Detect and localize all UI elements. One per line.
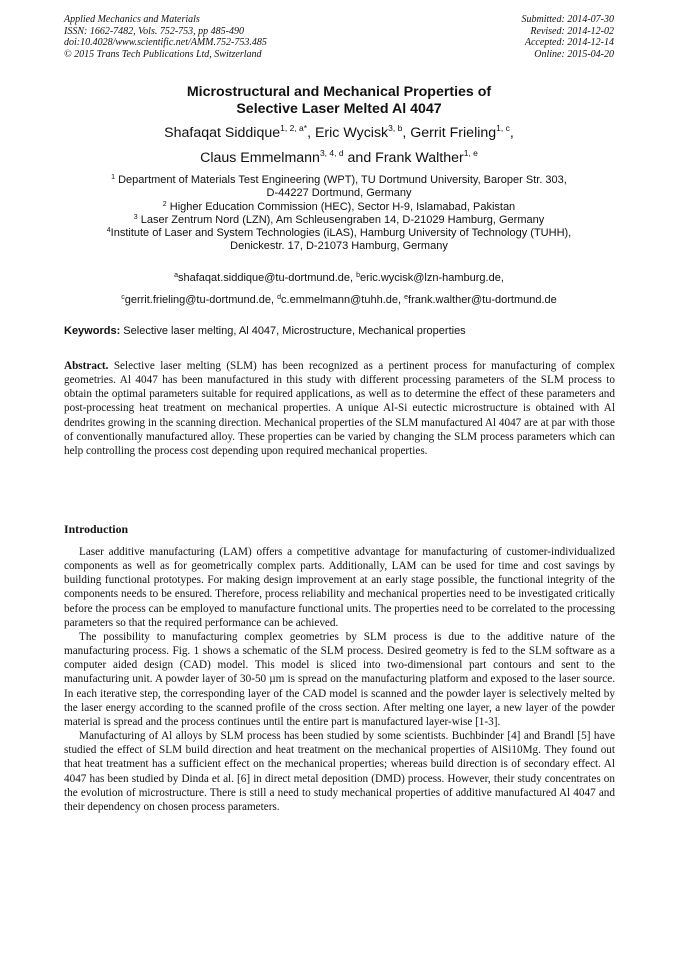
affiliation-4-cont: Denickestr. 17, D-21073 Hamburg, Germany bbox=[230, 240, 448, 253]
author-affiliation-marker: 1, e bbox=[463, 148, 478, 158]
affiliation-4 bbox=[0, 227, 678, 240]
date-submitted: Submitted: 2014-07-30 bbox=[521, 14, 614, 25]
email-link[interactable]: eric.wycisk@lzn-hamburg.de, bbox=[360, 272, 504, 284]
publication-dates bbox=[522, 14, 615, 60]
section-heading-introduction: Introduction bbox=[64, 522, 129, 536]
journal-name: Applied Mechanics and Materials bbox=[64, 14, 200, 25]
affiliation-text: Institute of Laser and System Technologies (iLAS), Hamburg University of Technology (TUHH), bbox=[110, 227, 572, 240]
email-link[interactable]: shafaqat.siddique@tu-dortmund.de, bbox=[178, 272, 357, 284]
date-online: Online: 2015-04-20 bbox=[534, 48, 614, 60]
paper-title bbox=[0, 84, 678, 118]
email-link[interactable]: frank.walther@tu-dortmund.de bbox=[408, 294, 557, 306]
affiliation-number: 2 bbox=[162, 200, 167, 208]
journal-info bbox=[64, 14, 267, 60]
affiliation-3 bbox=[0, 214, 678, 227]
affiliation-1-cont: D-44227 Dortmund, Germany bbox=[266, 187, 412, 200]
email-marker: d bbox=[277, 294, 282, 301]
author-name: Claus Emmelmann bbox=[200, 150, 320, 166]
author-name: Frank Walther bbox=[375, 150, 464, 166]
email-line-2 bbox=[0, 289, 678, 311]
author-separator: , bbox=[402, 125, 411, 141]
introduction-body bbox=[64, 545, 615, 814]
keywords-label: Keywords: bbox=[64, 325, 121, 337]
affiliation-text: Department of Materials Test Engineering (WPT), TU Dortmund University, Baroper Str. 303, bbox=[118, 174, 567, 186]
email-marker: c bbox=[121, 294, 125, 301]
date-accepted: Accepted: 2014-12-14 bbox=[524, 37, 614, 49]
author-name: Gerrit Frieling bbox=[410, 125, 497, 141]
abstract-text: Selective laser melting (SLM) has been recognized as a pertinent process for manufacturing of complex geometries. Al 4047 has been manufactured in this study with different processing parameters of the SLM process to obtain the optimal parameters suitable for required applications, as well as to determine the effect of these parameters and post-processing heat treatment on mechanical properties. A unique Al-Si eutectic microstructure is obtained with Al dendrites growing in the scanning direction. Mechanical properties of the SLM manufactured Al 4047 are at par with those of conventionally manufactured alloy. These properties can be varied by changing the SLM process parameters which can help controlling the process cost depending upon required mechanical properties. bbox=[64, 360, 615, 457]
author-affiliation-marker: 3, 4, d bbox=[319, 148, 344, 158]
affiliation-number: 1 bbox=[111, 174, 116, 181]
email-marker: a bbox=[174, 272, 179, 279]
author-affiliation-marker: 1, 2, a* bbox=[280, 123, 308, 133]
author-separator: and bbox=[343, 150, 376, 166]
journal-copyright: © 2015 Trans Tech Publications Ltd, Switzerland bbox=[64, 48, 262, 60]
title-line-2: Selective Laser Melted Al 4047 bbox=[236, 101, 442, 117]
email-marker: b bbox=[356, 272, 361, 279]
affiliation-2 bbox=[0, 201, 678, 214]
paragraph: The possibility to manufacturing complex geometries by SLM process is due to the additive nature of the manufacturing process. Fig. 1 shows a schematic of the SLM process. Desired geometry is fed to the SLM software as a computer aided design (CAD) model. This model is sliced into two-dimensional part contours and sent to the manufacturing unit. A powder layer of 30-50 µm is spread on the manufacturing platform and exposed to the laser source. In each iterative step, the corresponding layer of the CAD model is scanned and the powder layer is selectively melted by the laser energy according to the scanned profile of the cross section. After melting one layer, a new layer of the powder material is spread and the process continues until the entire part is manufactured layer-wise [1-3]. bbox=[64, 630, 615, 728]
paragraph: Manufacturing of Al alloys by SLM process has been studied by some scientists. Buchbinder [4] and Brandl [5] have studied the effect of SLM build direction and heat treatment on the mechanical properties of AlSi10Mg. They found out that heat treatment has a sufficient effect on the mechanical properties; whereas build direction is of secondary effect. Al 4047 has been studied by Dinda et al. [6] in direct metal deposition (DMD) process. However, their study concentrates on the evolution of microstructure. There is still a need to study mechanical properties of additive manufactured Al 4047 and their dependency on chosen process parameters. bbox=[64, 730, 615, 813]
title-line-1: Microstructural and Mechanical Properties of bbox=[186, 84, 492, 100]
author-affiliation-marker: 3, b bbox=[388, 123, 403, 133]
abstract-label: Abstract. bbox=[64, 360, 109, 372]
affiliations bbox=[0, 174, 678, 254]
date-revised: Revised: 2014-12-02 bbox=[530, 25, 614, 37]
author-name: Shafaqat Siddique bbox=[164, 125, 281, 141]
keywords-text: Selective laser melting, Al 4047, Microstructure, Mechanical properties bbox=[120, 325, 466, 337]
abstract bbox=[64, 359, 615, 458]
affiliation-text: Higher Education Commission (HEC), Sector H-9, Islamabad, Pakistan bbox=[169, 200, 516, 213]
paragraph: Laser additive manufacturing (LAM) offers a competitive advantage for manufacturing of customer-individualized components as well as for geometrically complex parts. Additionally, LAM can be used for time and cost savings by building functional prototypes. For making design improvement at an early stage possible, the functional integrity of the components needs to be ensured. Therefore, process reliability and mechanical properties need to be investigated critically before the process can be employed to manufacture functional units. The properties need to be correlated to the processing parameters so that the required performance can be achieved. bbox=[64, 546, 615, 629]
affiliation-number: 3 bbox=[133, 213, 138, 221]
author-line-1 bbox=[0, 121, 678, 146]
author-line-2 bbox=[0, 146, 678, 171]
author-name: Eric Wycisk bbox=[314, 125, 389, 141]
email-line-1 bbox=[0, 267, 678, 289]
email-link[interactable]: c.emmelmann@tuhh.de, bbox=[281, 294, 405, 306]
keywords bbox=[64, 324, 616, 338]
email-link[interactable]: gerrit.frieling@tu-dortmund.de, bbox=[124, 294, 278, 306]
author-emails bbox=[0, 267, 678, 311]
journal-doi[interactable]: doi:10.4028/www.scientific.net/AMM.752-753.485 bbox=[64, 37, 267, 49]
affiliation-number: 4 bbox=[106, 227, 111, 235]
author-affiliation-marker: 1, c bbox=[496, 123, 510, 133]
email-marker: e bbox=[404, 294, 409, 301]
journal-issn: ISSN: 1662-7482, Vols. 752-753, pp 485-490 bbox=[64, 25, 244, 37]
author-separator: , bbox=[307, 125, 315, 141]
affiliation-1 bbox=[0, 174, 678, 187]
author-separator: , bbox=[509, 125, 514, 141]
affiliation-text: Laser Zentrum Nord (LZN), Am Schleusengraben 14, D-21029 Hamburg, Germany bbox=[140, 213, 545, 226]
author-list bbox=[0, 121, 678, 171]
